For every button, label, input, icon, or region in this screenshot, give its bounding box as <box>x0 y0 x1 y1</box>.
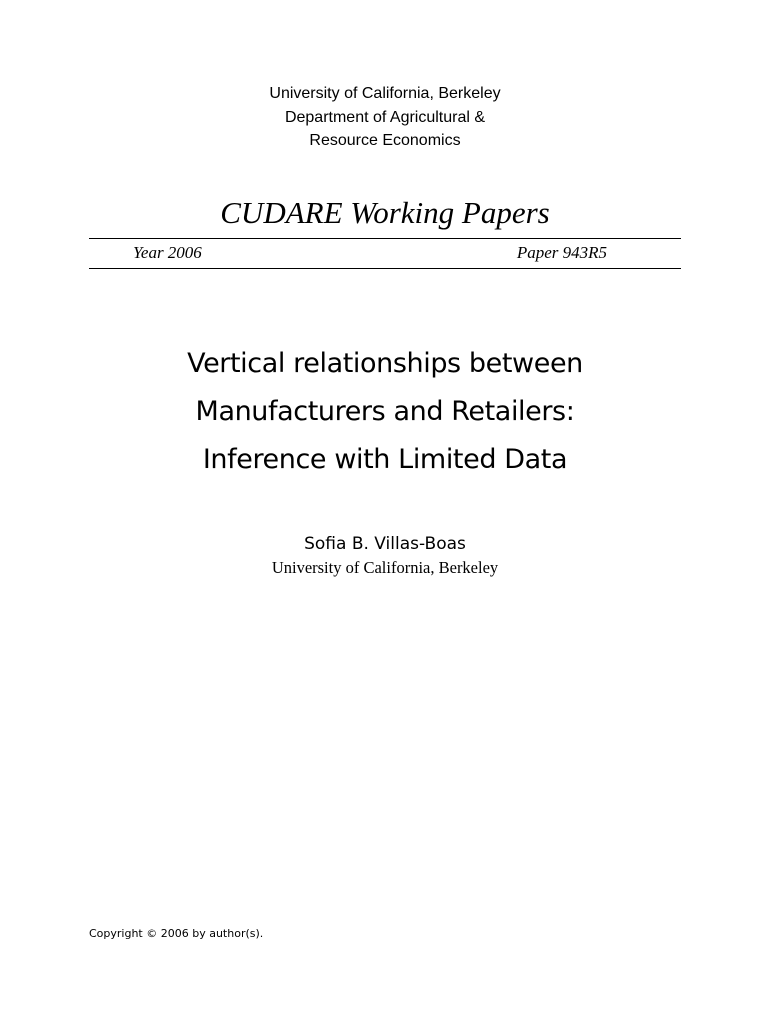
top-divider <box>89 238 681 239</box>
paper-number: Paper 943R5 <box>516 243 607 262</box>
department-name-line2: Resource Economics <box>309 132 461 149</box>
paper-title-line3: Inference with Limited Data <box>202 444 568 475</box>
paper-title-line2: Manufacturers and Retailers: <box>195 396 575 427</box>
paper-title <box>0 340 770 484</box>
institution-block <box>0 82 770 153</box>
author-name: Sofia B. Villas-Boas <box>304 534 466 554</box>
paper-title-line1: Vertical relationships between <box>187 348 583 379</box>
publication-year: Year 2006 <box>133 243 202 262</box>
copyright-notice: Copyright © 2006 by author(s). <box>89 927 264 940</box>
bottom-divider <box>89 268 681 269</box>
author-affiliation: University of California, Berkeley <box>271 558 499 577</box>
department-name-line1: Department of Agricultural & <box>284 108 486 126</box>
institution-name: University of California, Berkeley <box>269 85 501 102</box>
series-title: CUDARE Working Papers <box>220 195 550 230</box>
